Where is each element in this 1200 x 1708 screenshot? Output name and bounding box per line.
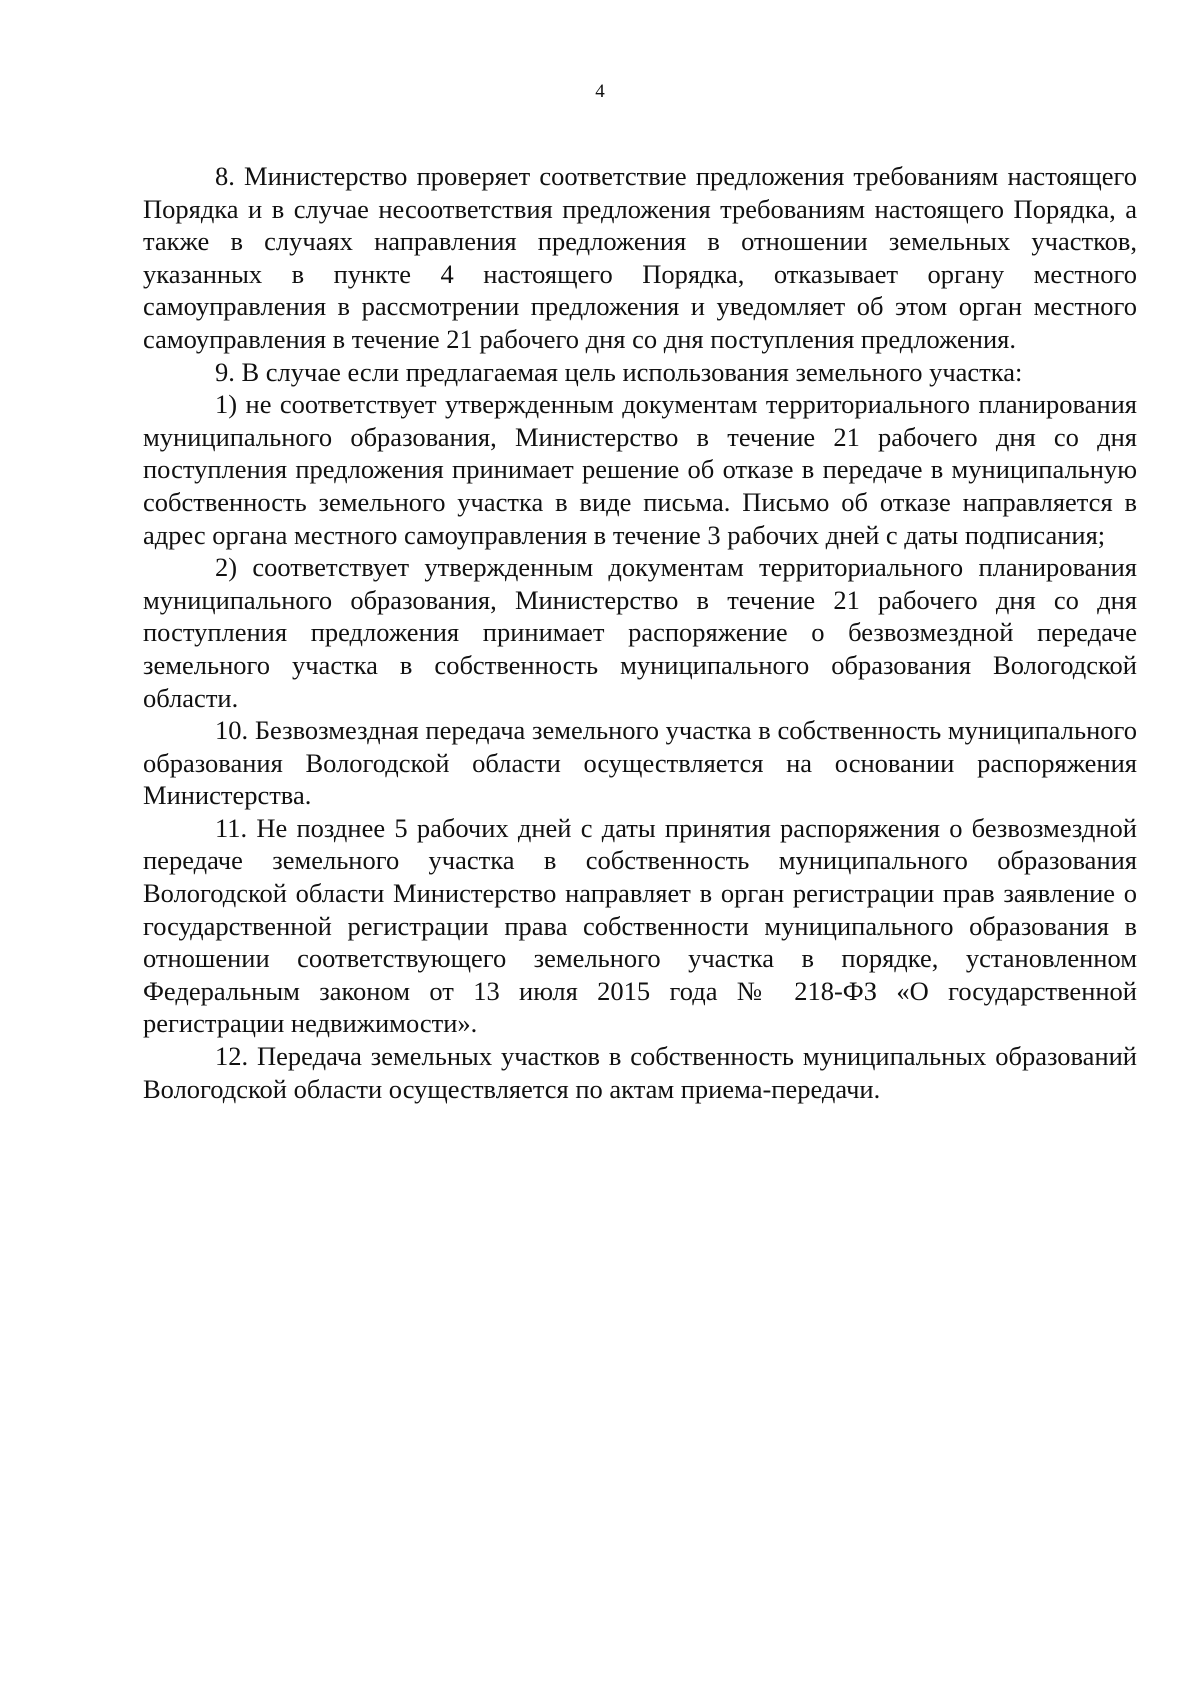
paragraph-11: 11. Не позднее 5 рабочих дней с даты принятия распоряжения о безвозмездной передаче земельного участка в собственность муниципального образования Вологодской области Министерство направляет в орган регистрации прав заявление о государственной регистрации права собственности муниципального образования в отношении соответствующего земельного участка в порядке, установленном Федеральным законом от 13 июля 2015 года № 218-ФЗ «О государственной регистрации недвижимости».	[143, 812, 1137, 1039]
paragraph-8: 8. Министерство проверяет соответствие предложения требованиям настоящего Порядка и в случае несоответствия предложения требованиям настоящего Порядка, а также в случаях направления предложения в отношении земельных участков, указанных в пункте 4 настоящего Порядка, отказывает органу местного самоуправления в рассмотрении предложения и уведомляет об этом орган местного самоуправления в течение 21 рабочего дня со дня поступления предложения.	[143, 161, 1137, 354]
document-body	[143, 160, 1137, 1105]
paragraph-9-item-1: 1) не соответствует утвержденным документам территориального планирования муниципального образования, Министерство в течение 21 рабочего дня со дня поступления предложения принимает решение об отказе в передаче в муниципальную собственность земельного участка в виде письма. Письмо об отказе направляется в адрес органа местного самоуправления в течение 3 рабочих дней с даты подписания;	[143, 389, 1137, 550]
paragraph-10: 10. Безвозмездная передача земельного участка в собственность муниципального образования Вологодской области осуществляется на основании распоряжения Министерства.	[143, 715, 1137, 811]
paragraph-12: 12. Передача земельных участков в собственность муниципальных образований Вологодской области осуществляется по актам приема-передачи.	[143, 1041, 1137, 1104]
paragraph-9-item-2: 2) соответствует утвержденным документам территориального планирования муниципального образования, Министерство в течение 21 рабочего дня со дня поступления предложения принимает распоряжение о безвозмездной передаче земельного участка в собственность муниципального образования Вологодской области.	[143, 552, 1137, 713]
paragraph-9: 9. В случае если предлагаемая цель использования земельного участка:	[215, 356, 1023, 387]
page-number: 4	[595, 81, 605, 102]
